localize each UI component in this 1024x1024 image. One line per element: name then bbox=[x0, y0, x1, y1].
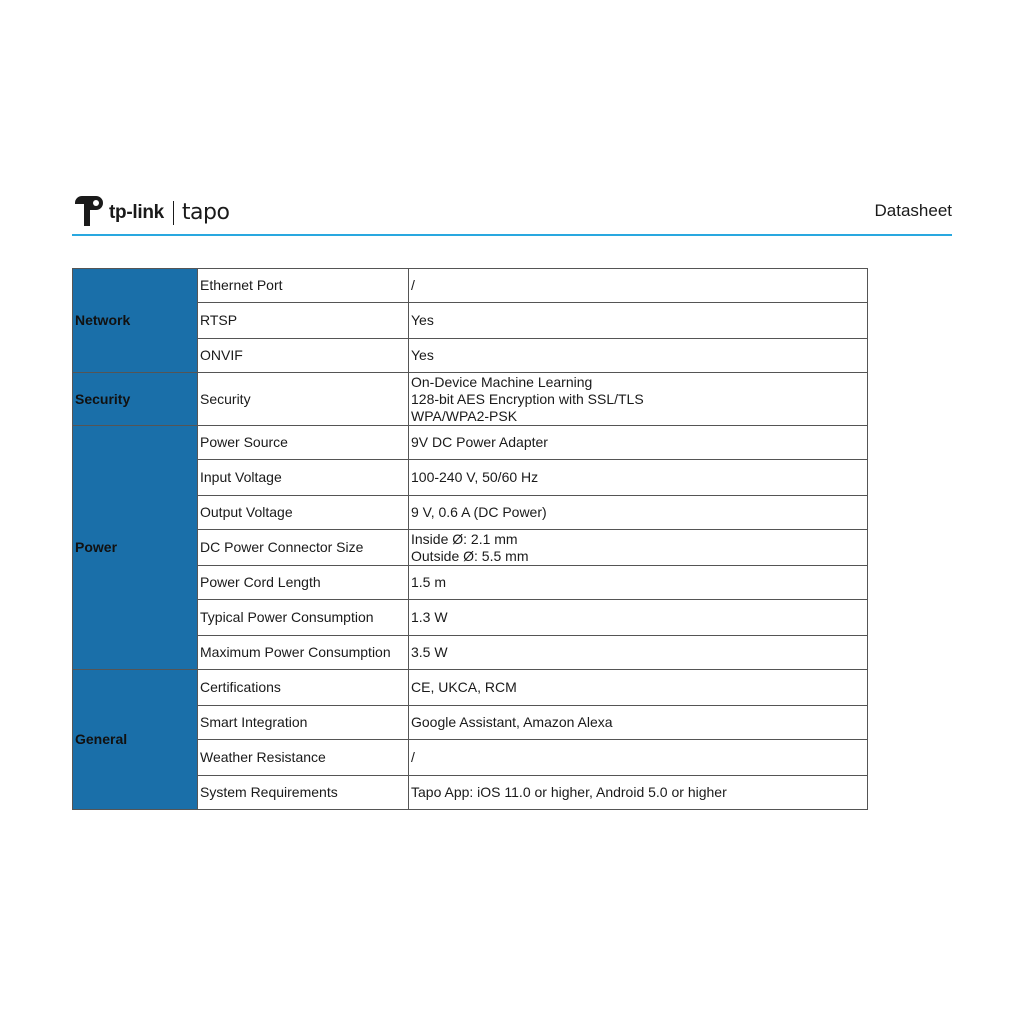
category-cell: General bbox=[73, 670, 198, 810]
spec-label: Maximum Power Consumption bbox=[198, 636, 409, 670]
tp-link-logo-icon bbox=[72, 195, 106, 229]
spec-label: System Requirements bbox=[198, 776, 409, 810]
table-row bbox=[73, 670, 868, 706]
table-row bbox=[73, 269, 868, 303]
brand-primary-name: tp-link bbox=[109, 202, 164, 223]
document-type-label: Datasheet bbox=[874, 201, 952, 220]
category-cell: Power bbox=[73, 426, 198, 670]
spec-value: Yes bbox=[409, 339, 868, 373]
spec-value: / bbox=[409, 740, 868, 776]
spec-value: / bbox=[409, 269, 868, 303]
spec-value: 1.3 W bbox=[409, 600, 868, 636]
spec-label: RTSP bbox=[198, 303, 409, 339]
table-row bbox=[73, 426, 868, 460]
spec-value: 9V DC Power Adapter bbox=[409, 426, 868, 460]
spec-value: Tapo App: iOS 11.0 or higher, Android 5.0 or higher bbox=[409, 776, 868, 810]
spec-value-line: Inside Ø: 2.1 mm bbox=[411, 530, 518, 547]
category-cell: Network bbox=[73, 269, 198, 373]
spec-label: ONVIF bbox=[198, 339, 409, 373]
spec-value bbox=[409, 373, 868, 426]
spec-label: DC Power Connector Size bbox=[198, 530, 409, 566]
spec-label: Typical Power Consumption bbox=[198, 600, 409, 636]
spec-value: 1.5 m bbox=[409, 566, 868, 600]
spec-value: Yes bbox=[409, 303, 868, 339]
page-header bbox=[72, 194, 952, 236]
spec-value: CE, UKCA, RCM bbox=[409, 670, 868, 706]
spec-value-line: 128-bit AES Encryption with SSL/TLS bbox=[411, 390, 644, 407]
spec-value: 100-240 V, 50/60 Hz bbox=[409, 460, 868, 496]
spec-value: 9 V, 0.6 A (DC Power) bbox=[409, 496, 868, 530]
table-row bbox=[73, 373, 868, 426]
spec-label: Weather Resistance bbox=[198, 740, 409, 776]
spec-value-line: WPA/WPA2-PSK bbox=[411, 407, 518, 424]
spec-label: Smart Integration bbox=[198, 706, 409, 740]
spec-label: Power Cord Length bbox=[198, 566, 409, 600]
spec-label: Ethernet Port bbox=[198, 269, 409, 303]
spec-label: Output Voltage bbox=[198, 496, 409, 530]
spec-value: Google Assistant, Amazon Alexa bbox=[409, 706, 868, 740]
brand-secondary-name: tapo bbox=[181, 199, 230, 225]
spec-label: Input Voltage bbox=[198, 460, 409, 496]
spec-value: 3.5 W bbox=[409, 636, 868, 670]
spec-label: Security bbox=[198, 373, 409, 426]
spec-value bbox=[409, 530, 868, 566]
spec-label: Power Source bbox=[198, 426, 409, 460]
brand-logo bbox=[72, 194, 229, 230]
spec-label: Certifications bbox=[198, 670, 409, 706]
logo-divider bbox=[173, 201, 174, 225]
category-cell: Security bbox=[73, 373, 198, 426]
specifications-table bbox=[72, 268, 868, 810]
spec-value-line: On-Device Machine Learning bbox=[411, 373, 593, 390]
spec-value-line: Outside Ø: 5.5 mm bbox=[411, 547, 529, 564]
